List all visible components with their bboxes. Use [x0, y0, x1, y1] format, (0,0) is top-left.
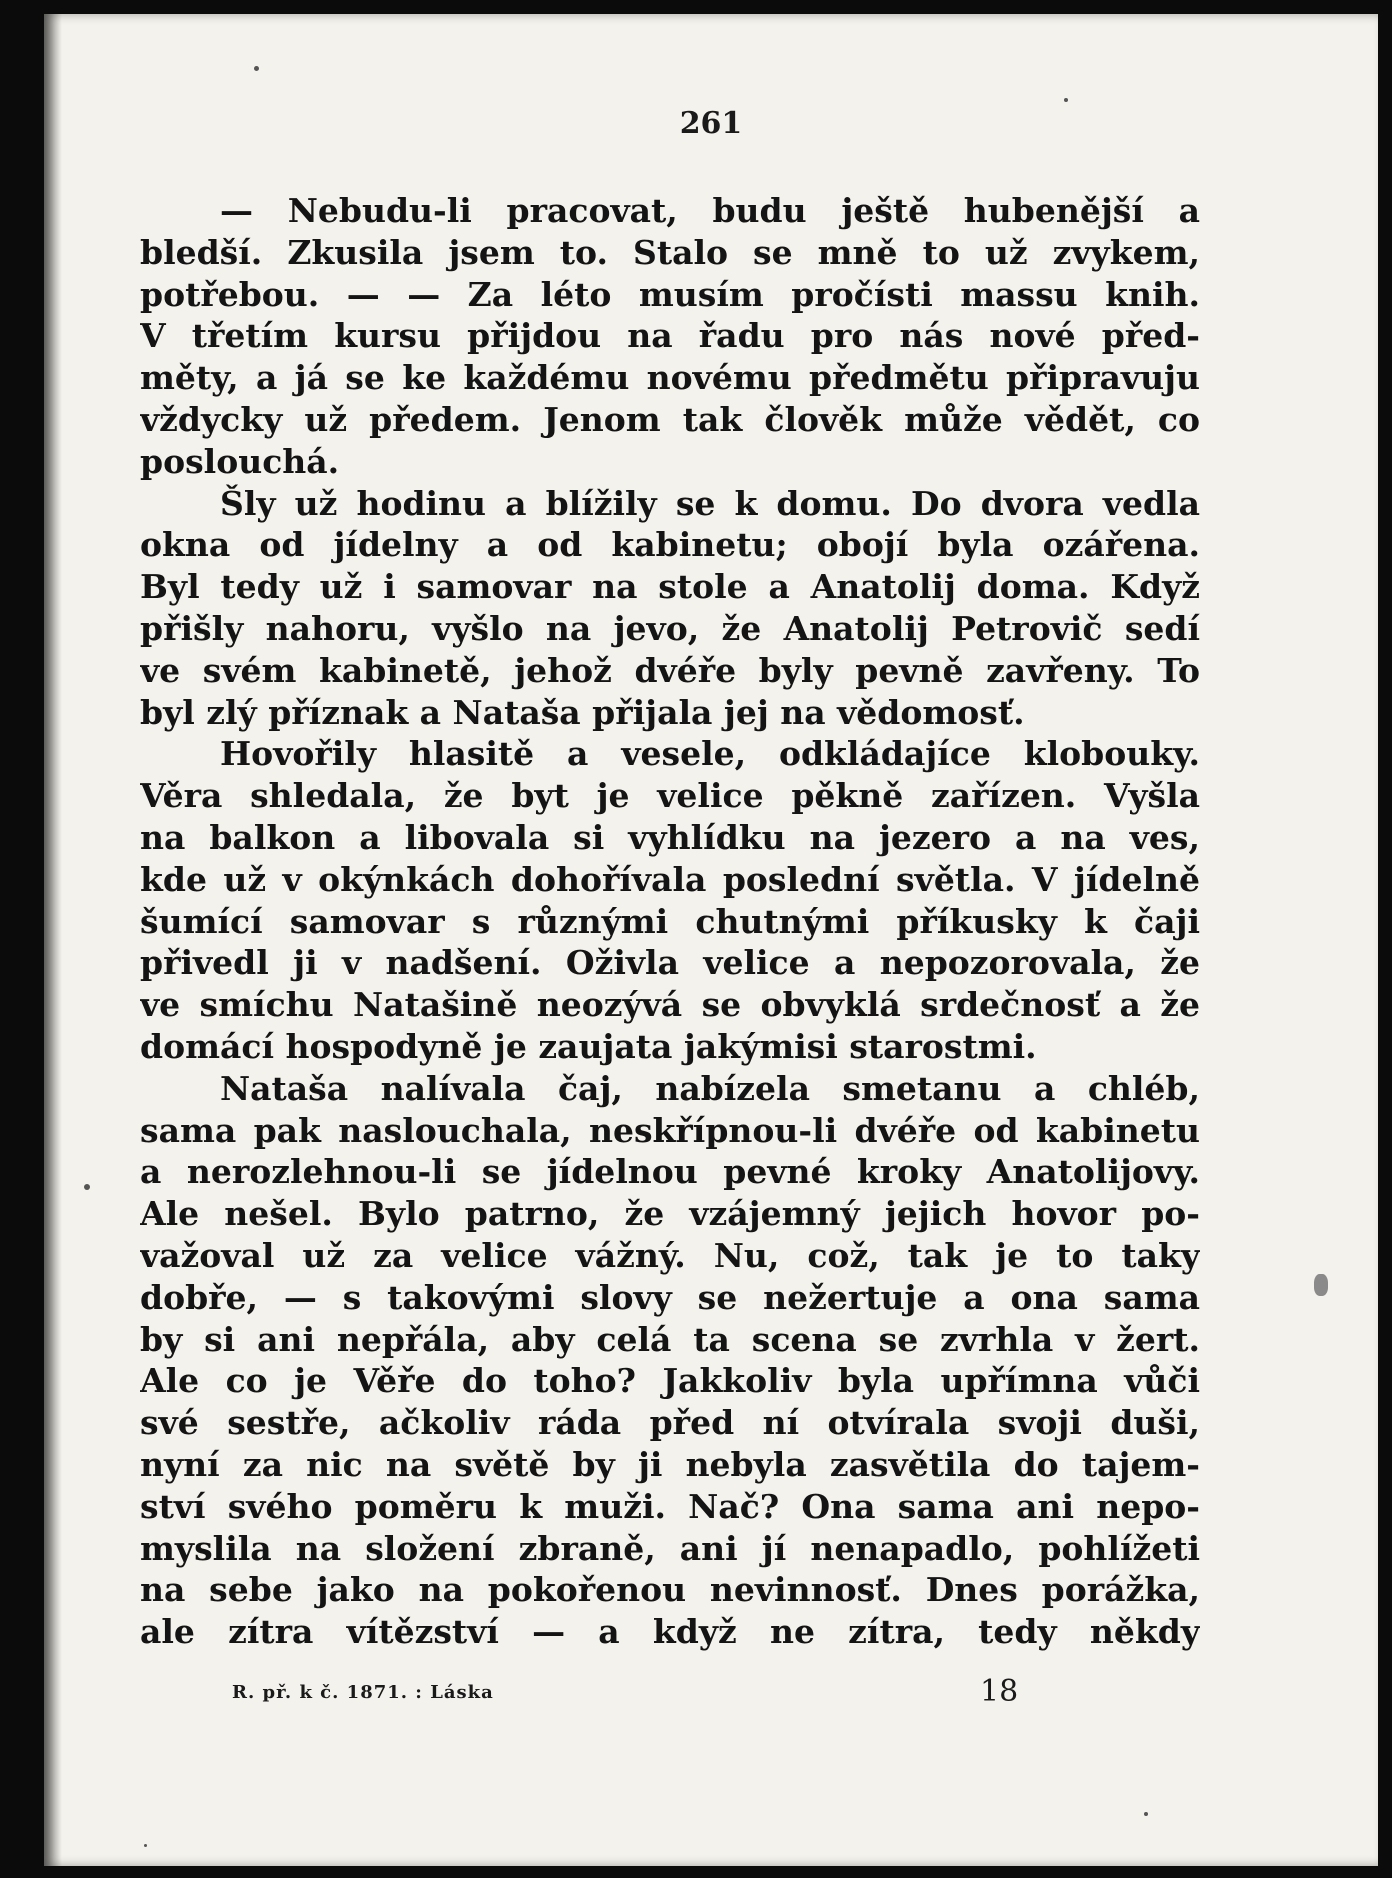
printer-signature: R. př. k č. 1871. : Láska	[232, 1682, 494, 1703]
body-text	[140, 190, 1200, 1653]
text-line: ve smíchu Natašině neozývá se obvyklá srdečnosť a že	[140, 985, 1200, 1025]
text-line: ve svém kabinetě, jehož dvéře byly pevně zavřeny. To	[140, 650, 1200, 690]
text-line: kde už v okýnkách dohořívala poslední světla. V jídelně	[140, 859, 1200, 899]
text-line: V třetím kursu přijdou na řadu pro nás nové před-	[140, 316, 1200, 356]
text-line: Ale nešel. Bylo patrno, že vzájemný jejich hovor po-	[140, 1194, 1200, 1234]
text-line: vždycky už předem. Jenom tak člověk může vědět, co	[140, 399, 1200, 439]
text-line: šumící samovar s různými chutnými příkusky k čaji	[140, 901, 1200, 941]
text-line: přivedl ji v nadšení. Oživla velice a nepozorovala, že	[140, 943, 1200, 983]
text-line: Nataša nalívala čaj, nabízela smetanu a chléb,	[220, 1068, 1200, 1108]
text-line: by si ani nepřála, aby celá ta scena se zvrhla v žert.	[140, 1319, 1200, 1359]
text-line: Šly už hodinu a blížily se k domu. Do dvora vedla	[220, 483, 1200, 523]
text-line: — Nebudu-li pracovat, budu ještě hubenější a	[220, 191, 1200, 230]
text-line: měty, a já se ke každému novému předmětu připravuju	[140, 358, 1200, 398]
book-page	[44, 14, 1378, 1866]
text-line: domácí hospodyně je zaujata jakýmisi starostmi.	[140, 1026, 1037, 1066]
text-line: byl zlý příznak a Nataša přijala jej na vědomosť.	[140, 692, 1025, 732]
text-line: na balkon a libovala si vyhlídku na jezero a na ves,	[140, 817, 1200, 857]
text-line: Hovořily hlasitě a vesele, odkládajíce klobouky.	[220, 734, 1200, 774]
text-line: bledší. Zkusila jsem to. Stalo se mně to už zvykem,	[140, 232, 1200, 272]
text-line: myslila na složení zbraně, ani jí nenapadlo, pohlížeti	[140, 1528, 1200, 1568]
text-line: Věra shledala, že byt je velice pěkně zařízen. Vyšla	[140, 776, 1200, 816]
text-line: ale zítra vítězství — a když ne zítra, tedy někdy	[140, 1612, 1200, 1652]
text-line: nyní za nic na světě by ji nebyla zasvětila do tajem-	[140, 1444, 1200, 1484]
text-line: sama pak naslouchala, neskřípnou-li dvéře od kabinetu	[140, 1110, 1200, 1150]
sheet-number: 18	[980, 1674, 1019, 1709]
text-line: Ale co je Věře do toho? Jakkoliv byla upřímna vůči	[140, 1361, 1200, 1401]
text-line: na sebe jako na pokořenou nevinnosť. Dnes porážka,	[140, 1570, 1200, 1610]
text-line: Byl tedy už i samovar na stole a Anatolij doma. Když	[140, 567, 1200, 607]
text-line: přišly nahoru, vyšlo na jevo, že Anatolij Petrovič sedí	[140, 608, 1200, 648]
text-line: potřebou. — — Za léto musím pročísti massu knih.	[140, 274, 1200, 314]
text-line: poslouchá.	[140, 441, 340, 481]
text-line: své sestře, ačkoliv ráda před ní otvírala svoji duši,	[140, 1403, 1200, 1443]
page-number: 261	[679, 106, 743, 141]
text-line: okna od jídelny a od kabinetu; obojí byla ozářena.	[140, 525, 1200, 565]
text-line: a nerozlehnou-li se jídelnou pevné kroky Anatolijovy.	[140, 1152, 1200, 1192]
text-line: važoval už za velice vážný. Nu, což, tak je to taky	[140, 1235, 1200, 1275]
page-footer	[140, 1674, 1200, 1714]
text-line: ství svého poměru k muži. Nač? Ona sama ani nepo-	[140, 1486, 1200, 1526]
text-line: dobře, — s takovými slovy se nežertuje a ona sama	[140, 1277, 1200, 1317]
